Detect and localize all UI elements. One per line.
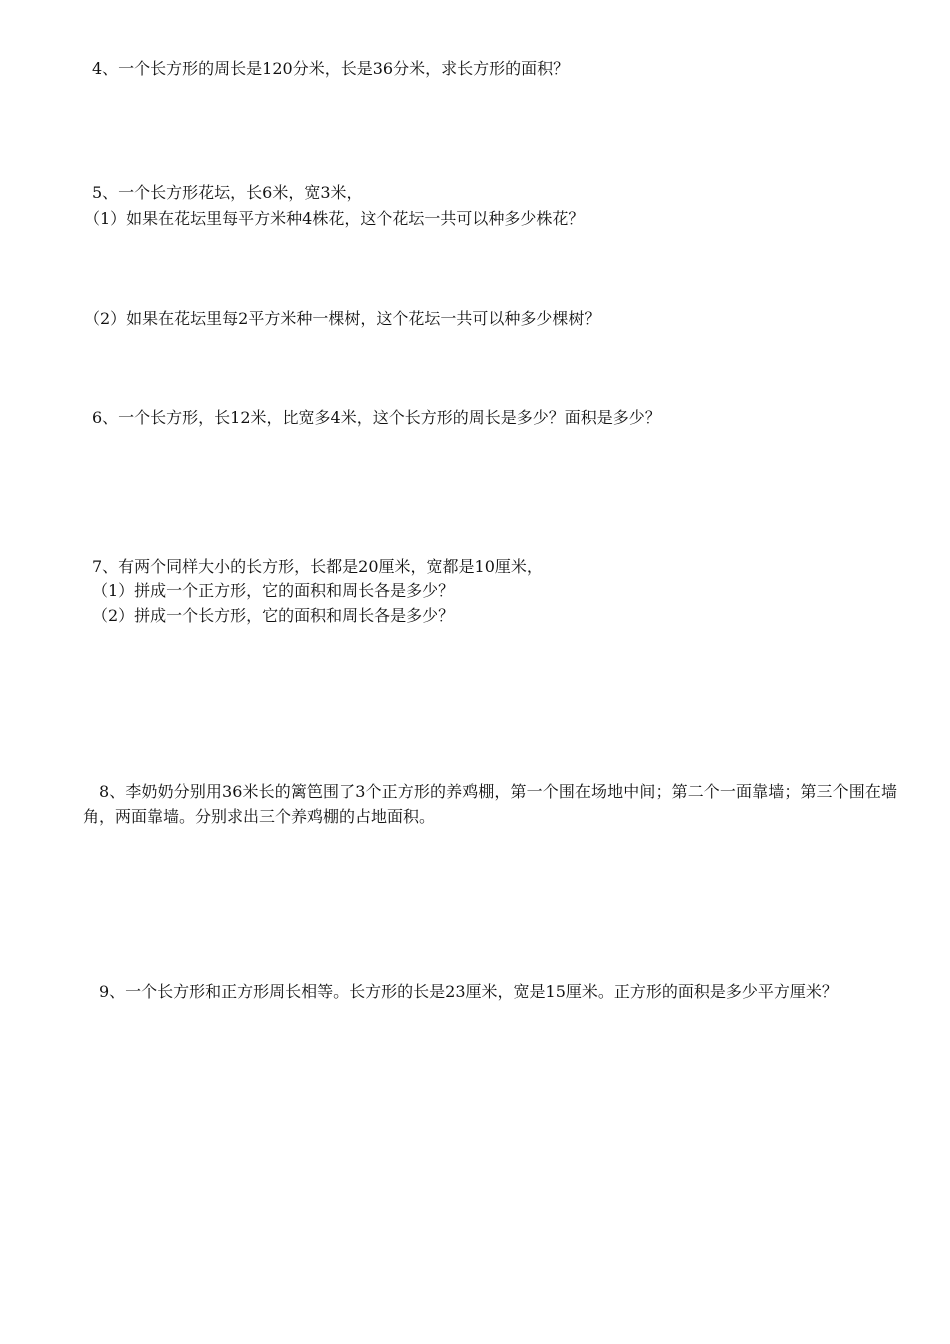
question-8: 8、李奶奶分别用36米长的篱笆围了3个正方形的养鸡棚，第一个围在场地中间；第二个一面靠墙；第三个围在墙角，两面靠墙。分别求出三个养鸡棚的占地面积。 xyxy=(83,782,897,826)
question-7-stem: 7、有两个同样大小的长方形，长都是20厘米，宽都是10厘米， xyxy=(92,557,543,576)
question-6: 6、一个长方形，长12米，比宽多4米，这个长方形的周长是多少？面积是多少？ xyxy=(92,408,661,427)
question-7-part-2: （2）拼成一个长方形，它的面积和周长各是多少？ xyxy=(92,606,455,625)
question-5-part-2: （2）如果在花坛里每2平方米种一棵树，这个花坛一共可以种多少棵树？ xyxy=(84,309,601,328)
question-9: 9、一个长方形和正方形周长相等。长方形的长是23厘米，宽是15厘米。正方形的面积是多少平方厘米？ xyxy=(99,982,838,1001)
question-4: 4、一个长方形的周长是120分米，长是36分米，求长方形的面积？ xyxy=(92,59,570,78)
question-5-part-1: （1）如果在花坛里每平方米种4株花，这个花坛一共可以种多少株花？ xyxy=(84,209,585,228)
question-7-part-1: （1）拼成一个正方形，它的面积和周长各是多少？ xyxy=(92,581,455,600)
question-5-stem: 5、一个长方形花坛，长6米，宽3米， xyxy=(92,183,363,202)
